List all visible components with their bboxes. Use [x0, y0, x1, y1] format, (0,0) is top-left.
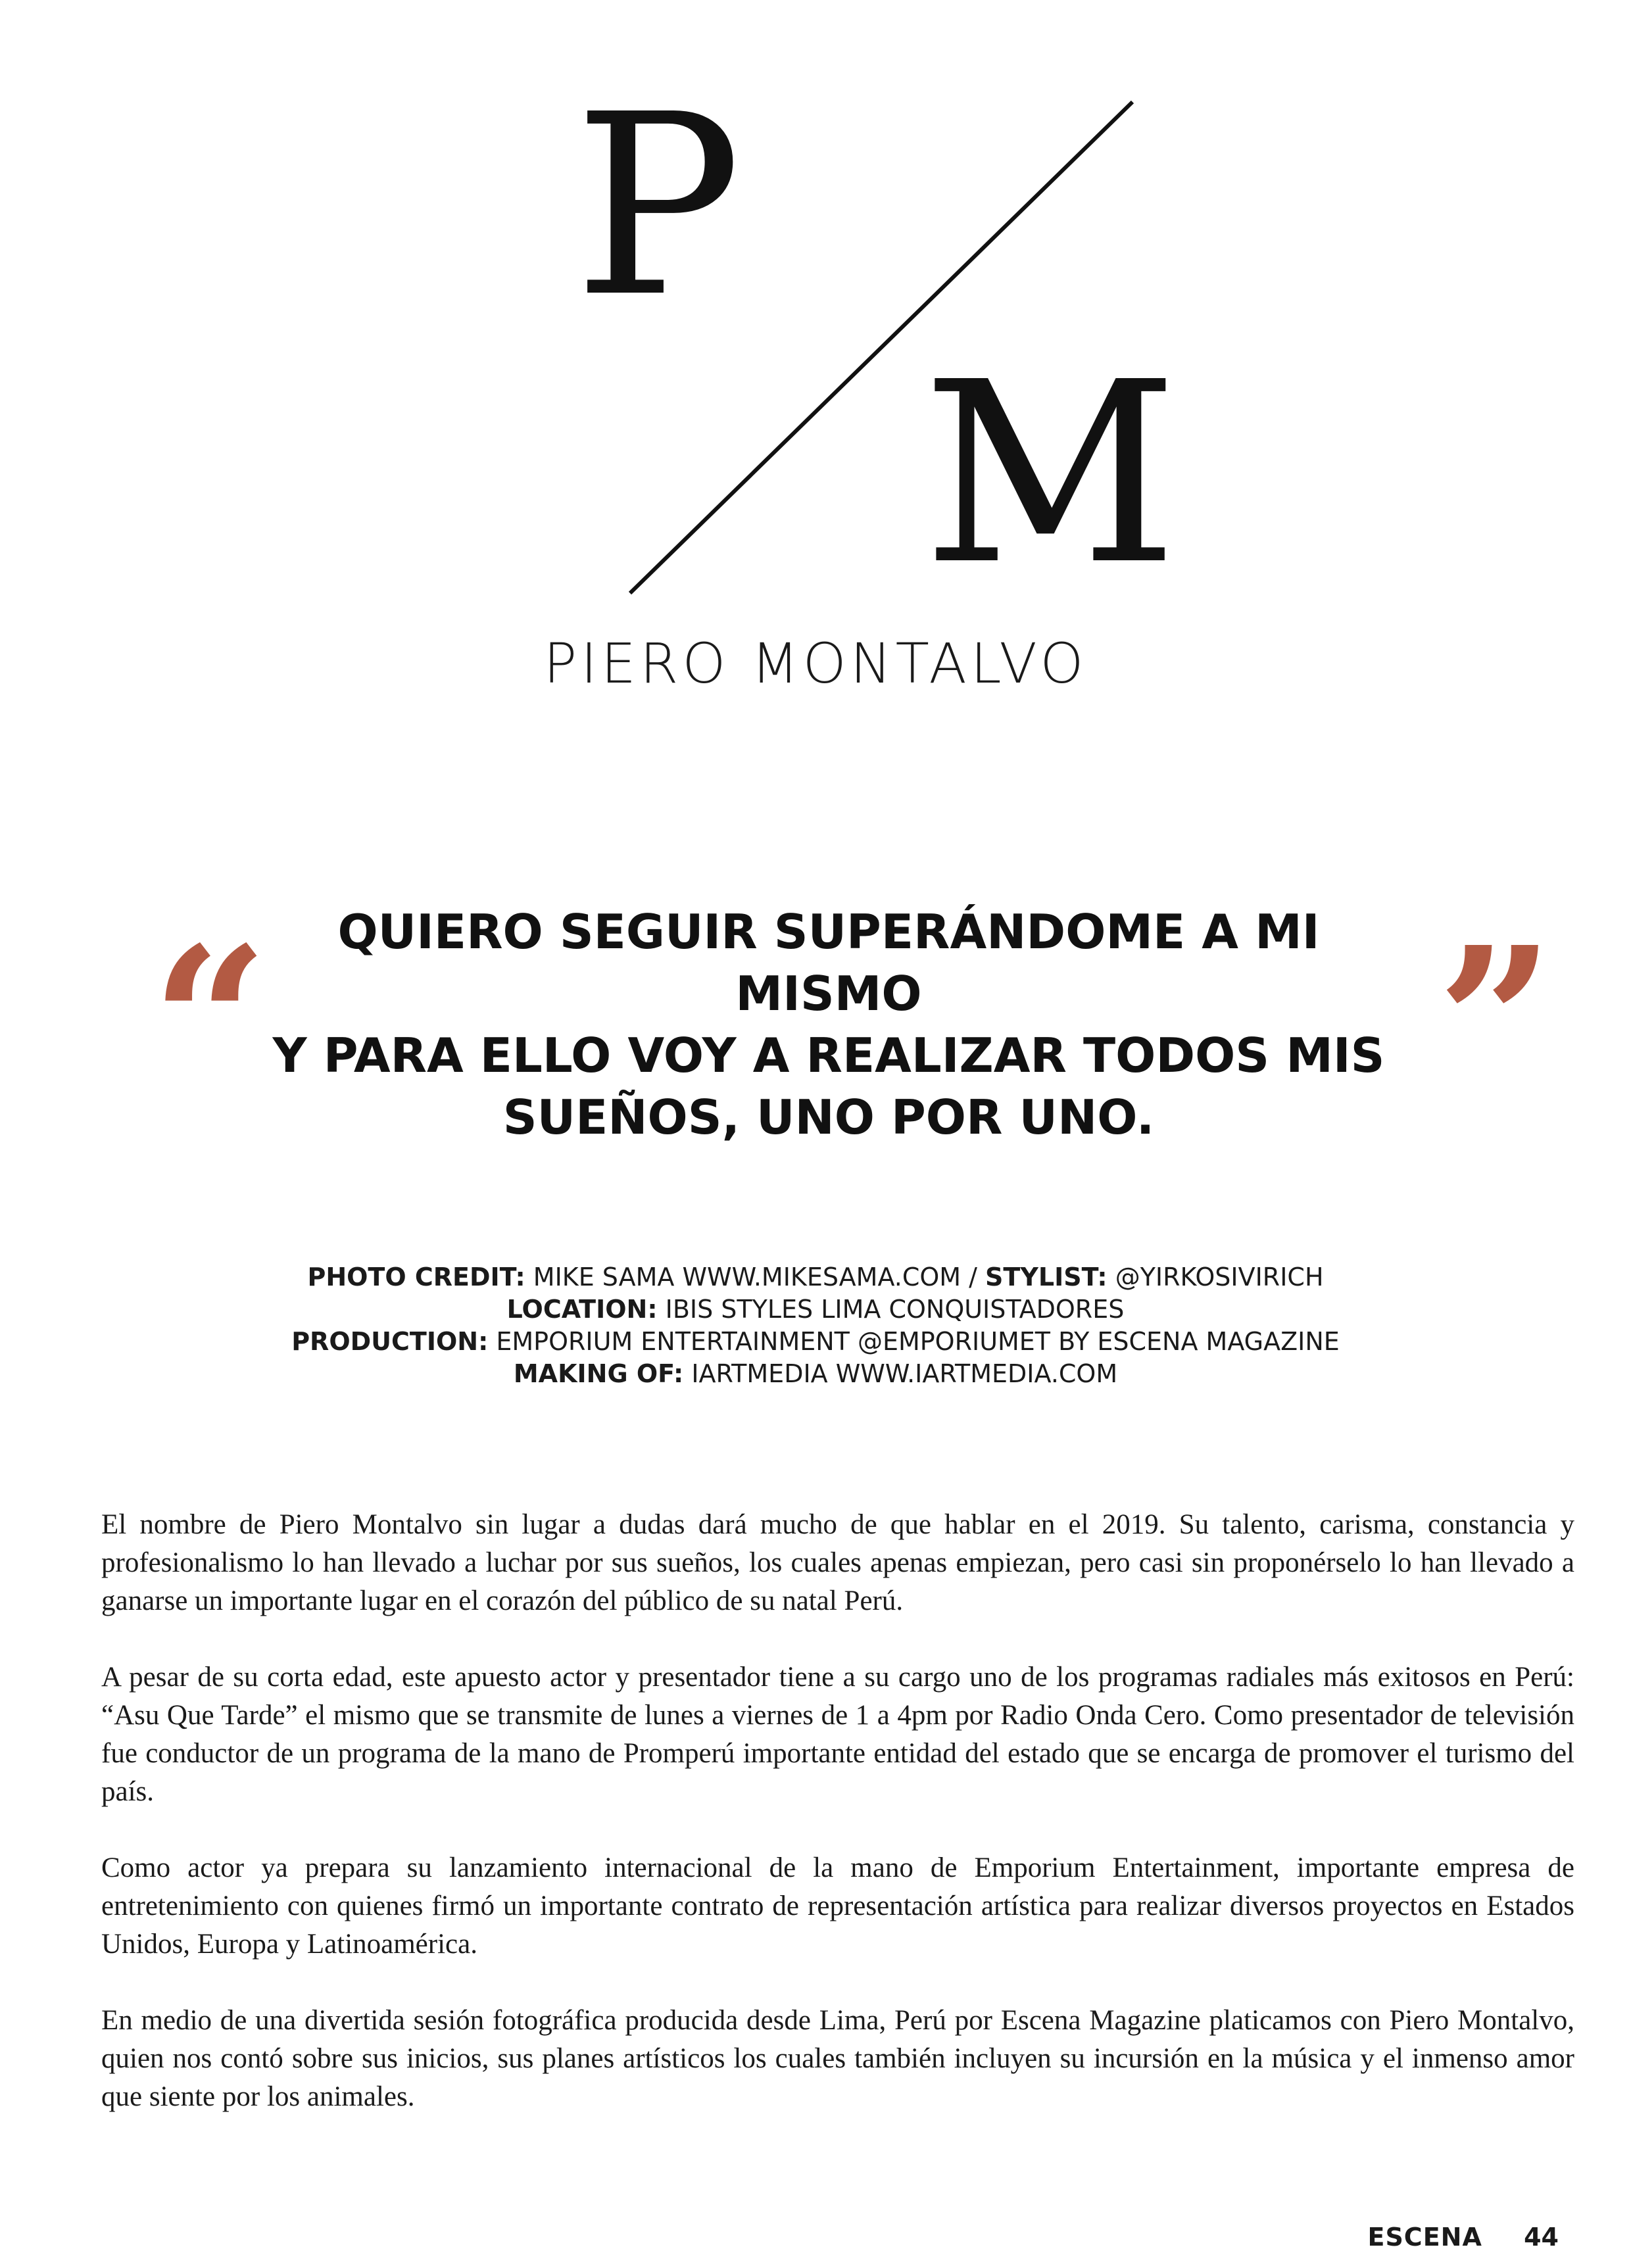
article-paragraph: El nombre de Piero Montalvo sin lugar a dudas dará mucho de que hablar en el 2019. Su talento, carisma, constancia y profesionalismo lo han llevado a luchar por sus sueños, los cuales apenas empiezan, pero casi sin proponérselo lo han llevado a ganarse un importante lugar en el corazón del público de su natal Perú. — [101, 1509, 1574, 1616]
credit-value: MIKE SAMA WWW.MIKESAMA.COM / — [525, 1263, 986, 1291]
page-title: PIERO MONTALVO — [543, 631, 1088, 696]
pm-monogram — [0, 0, 1631, 625]
photo-credits — [0, 1261, 1631, 1390]
pull-quote — [0, 901, 1631, 1145]
quote-line: Y PARA ELLO VOY A REALIZAR TODOS MIS — [272, 1028, 1385, 1083]
open-quote-mark-icon: “ — [151, 903, 269, 1142]
magazine-name: ESCENA — [1367, 2223, 1482, 2252]
page-number: 44 — [1524, 2223, 1559, 2252]
credit-label: LOCATION: — [506, 1295, 658, 1324]
article-body — [101, 1506, 1574, 2154]
credit-line-making-of — [0, 1358, 1631, 1390]
close-quote-mark-icon: ” — [1437, 903, 1555, 1142]
page-footer — [1367, 2223, 1559, 2252]
pull-quote-text — [237, 901, 1421, 1148]
article-paragraph: En medio de una divertida sesión fotográfica producida desde Lima, Perú por Escena Magazine platicamos con Piero Montalvo, quien nos contó sobre sus inicios, sus planes artísticos los cuales también incluyen su incursión en la música y el inmenso amor que siente por los animales. — [101, 2005, 1574, 2112]
quote-line: QUIERO SEGUIR SUPERÁNDOME A MI MISMO — [337, 904, 1320, 1021]
article-paragraph: A pesar de su corta edad, este apuesto actor y presentador tiene a su cargo uno de los programas radiales más exitosos en Perú: “Asu Que Tarde” el mismo que se transmite de lunes a viernes de 1 a 4pm por Radio Onda Cero. Como presentador de televisión fue conductor de un programa de la mano de Promperú importante entidad del estado que se encarga de promover el turismo del país. — [101, 1662, 1574, 1807]
credit-label: PRODUCTION: — [291, 1327, 489, 1356]
monogram-letter-p: P — [573, 60, 742, 352]
credit-line-photo — [0, 1261, 1631, 1293]
credit-line-location — [0, 1293, 1631, 1326]
credit-line-production — [0, 1326, 1631, 1358]
credit-value: IARTMEDIA WWW.IARTMEDIA.COM — [683, 1359, 1118, 1388]
article-paragraph: Como actor ya prepara su lanzamiento internacional de la mano de Emporium Entertainment, importante empresa de entretenimiento con quienes firmó un importante contrato de representación artística para realizar diversos proyectos en Estados Unidos, Europa y Latinoamérica. — [101, 1852, 1574, 1960]
credit-value: @YIRKOSIVIRICH — [1107, 1263, 1324, 1291]
monogram-letter-m: M — [922, 328, 1179, 619]
credit-value: EMPORIUM ENTERTAINMENT @EMPORIUMET BY ESCENA MAGAZINE — [488, 1327, 1340, 1356]
credit-label: MAKING OF: — [513, 1359, 684, 1388]
credit-label: PHOTO CREDIT: — [307, 1263, 525, 1291]
credit-value: IBIS STYLES LIMA CONQUISTADORES — [657, 1295, 1125, 1324]
quote-line: SUEÑOS, UNO POR UNO. — [502, 1090, 1155, 1145]
credit-label: STYLIST: — [985, 1263, 1108, 1291]
